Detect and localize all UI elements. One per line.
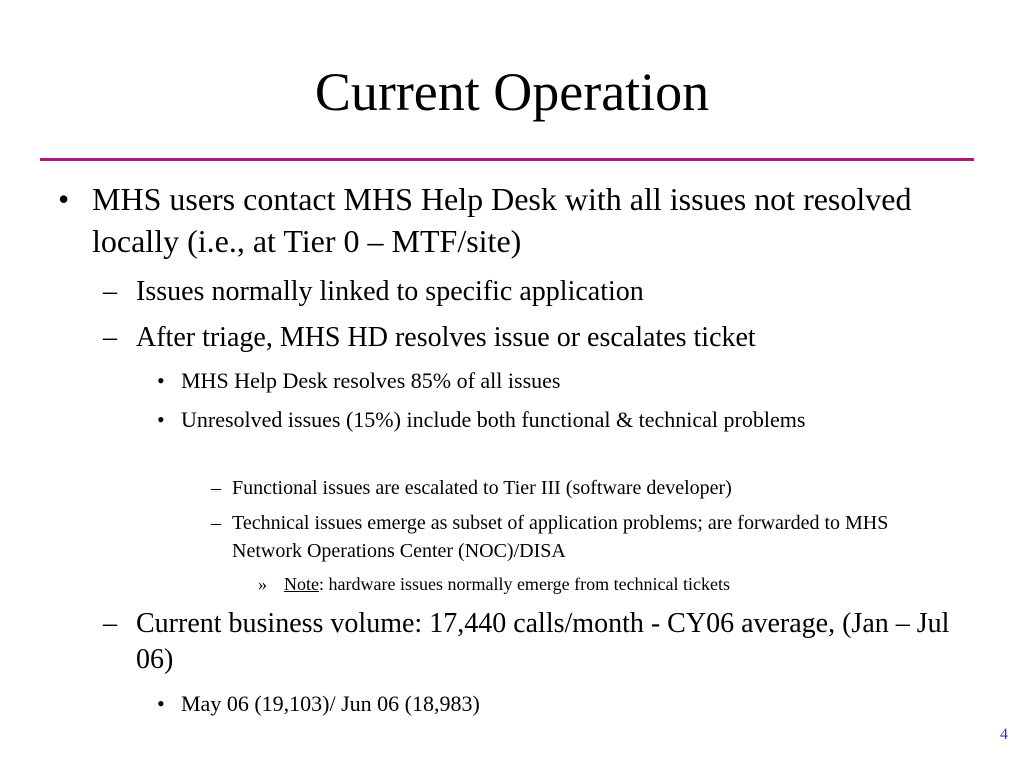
bullet-text: MHS Help Desk resolves 85% of all issues (181, 368, 561, 393)
title-divider (40, 158, 974, 161)
bullet-item-issues-linked (103, 274, 983, 310)
bullet-text: MHS users contact MHS Help Desk with all issues not resolved locally (i.e., at Tier 0 – MTF/site) (92, 181, 912, 259)
bullet-item-functional-issues (211, 474, 911, 502)
page-number: 4 (1000, 726, 1008, 743)
bullet-item-triage (103, 320, 983, 356)
bullet-item-unresolved-issues (157, 405, 917, 435)
dash-marker: – (103, 276, 117, 307)
bullet-text: After triage, MHS HD resolves issue or escalates ticket (136, 322, 756, 353)
dash-marker: – (211, 477, 221, 499)
bullet-text: Functional issues are escalated to Tier III (software developer) (232, 477, 732, 499)
chevron-marker: » (258, 574, 267, 594)
bullet-item-business-volume (103, 606, 983, 678)
note-label: Note (284, 574, 319, 594)
bullet-item-help-desk-contact (58, 178, 988, 262)
bullet-text: Issues normally linked to specific application (136, 276, 644, 307)
bullet-item-note (258, 571, 898, 597)
bullet-text: Current business volume: 17,440 calls/month - CY06 average, (Jan – Jul 06) (136, 608, 950, 675)
dash-marker: – (103, 322, 117, 353)
bullet-marker: • (157, 368, 165, 393)
dash-marker: – (103, 608, 117, 639)
bullet-marker: • (58, 181, 70, 217)
bullet-item-monthly-volume (157, 689, 917, 719)
bullet-item-resolves-85 (157, 366, 917, 396)
note-text: : hardware issues normally emerge from technical tickets (319, 574, 731, 594)
dash-marker: – (211, 512, 221, 534)
bullet-text: Technical issues emerge as subset of application problems; are forwarded to MHS Network Operations Center (NOC)/DISA (232, 512, 889, 562)
bullet-marker: • (157, 407, 165, 432)
bullet-text (258, 571, 898, 597)
bullet-marker: • (157, 691, 165, 716)
bullet-text: May 06 (19,103)/ Jun 06 (18,983) (181, 691, 480, 716)
bullet-text: Unresolved issues (15%) include both functional & technical problems (181, 407, 806, 432)
slide-title: Current Operation (314, 62, 710, 122)
bullet-item-technical-issues (211, 509, 911, 565)
